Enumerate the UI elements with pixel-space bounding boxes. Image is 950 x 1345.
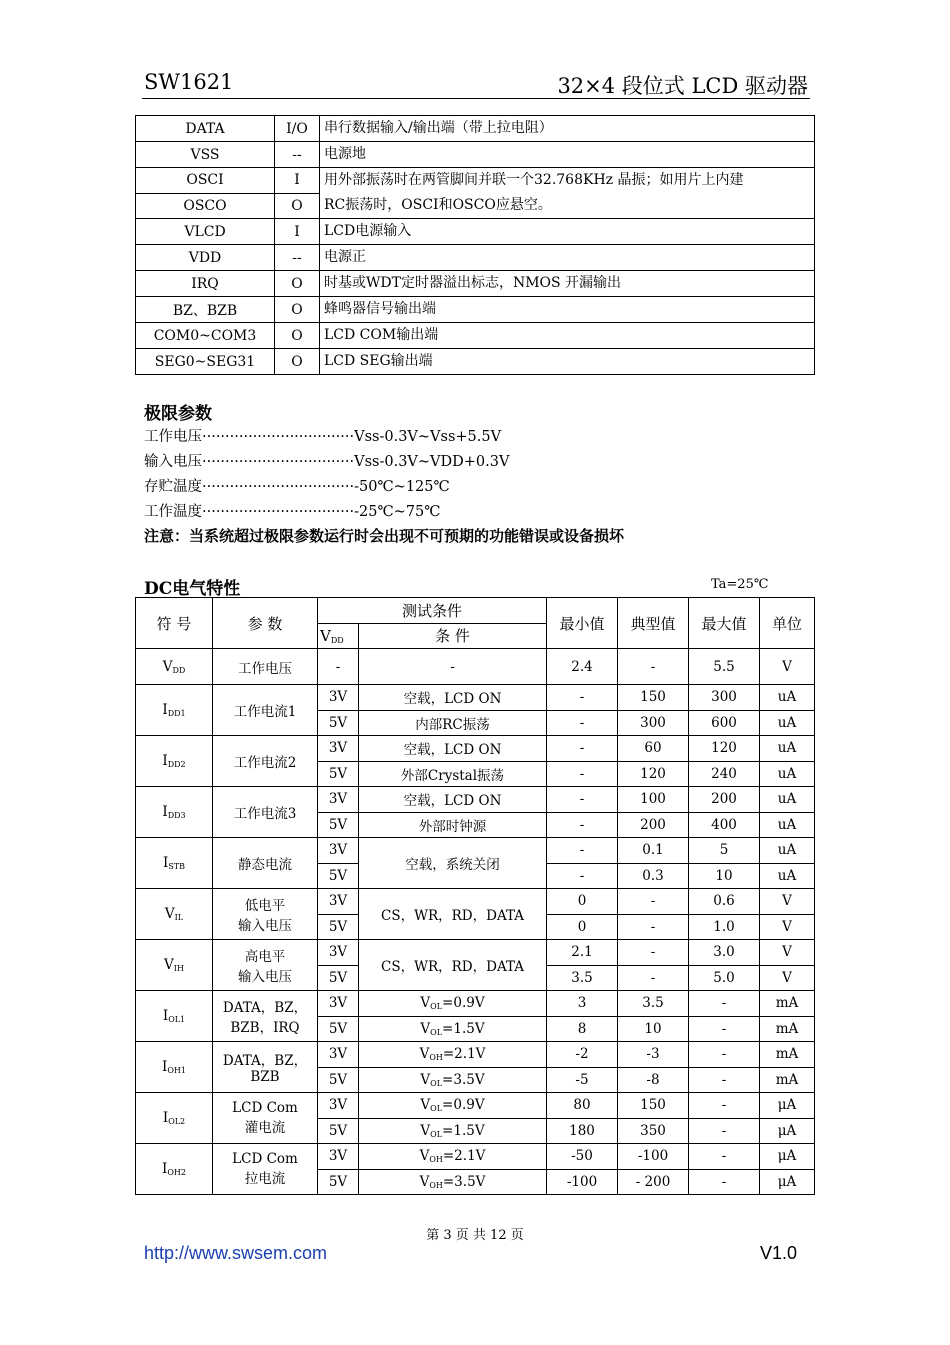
dc-min: -50 xyxy=(547,1144,618,1170)
dc-vdd: 5V xyxy=(318,914,359,940)
dc-h-cond: 测试条件 xyxy=(318,598,547,624)
pin-row xyxy=(136,349,815,375)
dc-title: DC电气特性 xyxy=(144,579,241,599)
pin-name: VLCD xyxy=(136,219,275,245)
dc-min: 0 xyxy=(547,914,618,940)
dc-max: - xyxy=(689,1118,760,1144)
dc-unit: V xyxy=(760,649,815,685)
dc-h-unit: 单位 xyxy=(760,598,815,649)
pin-name: IRQ xyxy=(136,271,275,297)
pin-desc xyxy=(320,168,815,219)
dc-cond: - xyxy=(359,649,547,685)
dc-typ: 0.3 xyxy=(618,863,689,889)
dc-unit: V xyxy=(760,965,815,991)
dc-unit: uA xyxy=(760,761,815,787)
dc-vdd: 3V xyxy=(318,838,359,864)
dc-unit: uA xyxy=(760,710,815,736)
pin-row xyxy=(136,245,815,271)
pin-description-table xyxy=(135,115,815,375)
dc-max: - xyxy=(689,1169,760,1195)
dc-max: 600 xyxy=(689,710,760,736)
website-link[interactable]: http://www.swsem.com xyxy=(144,1243,328,1263)
dc-vdd: 3V xyxy=(318,1144,359,1170)
pin-row xyxy=(136,142,815,168)
dc-param xyxy=(213,991,318,1042)
dc-param xyxy=(213,787,318,838)
pin-io: O xyxy=(275,323,320,349)
dc-param-line: 工作电流3 xyxy=(233,806,297,822)
pin-desc-line: RC振荡时，OSCI和OSCO应悬空。 xyxy=(324,197,552,213)
dc-unit: mA xyxy=(760,991,815,1017)
dc-max: 5.0 xyxy=(689,965,760,991)
dc-param-line: 拉电流 xyxy=(244,1171,286,1187)
dc-unit: μA xyxy=(760,1118,815,1144)
dc-param xyxy=(213,1093,318,1144)
dc-max: - xyxy=(689,1067,760,1093)
dc-row xyxy=(136,940,815,966)
pin-row xyxy=(136,116,815,142)
pin-io: O xyxy=(275,297,320,323)
pin-name: BZ、BZB xyxy=(136,297,275,323)
dc-unit: uA xyxy=(760,838,815,864)
dc-vdd: 3V xyxy=(318,889,359,915)
dc-typ: - 200 xyxy=(618,1169,689,1195)
pin-name: SEG0~SEG31 xyxy=(136,349,275,375)
pin-row xyxy=(136,271,815,297)
dc-vdd: 3V xyxy=(318,736,359,762)
dc-typ: 200 xyxy=(618,812,689,838)
dc-symbol: $V_{DD}$ xyxy=(136,649,213,685)
pin-desc: 电源地 xyxy=(320,142,815,168)
dc-typ: 3.5 xyxy=(618,991,689,1017)
dc-param xyxy=(213,889,318,940)
limit-dots: ································· xyxy=(202,479,355,495)
dc-vdd: 3V xyxy=(318,940,359,966)
dc-max: 10 xyxy=(689,863,760,889)
limit-dots: ································· xyxy=(202,504,355,520)
pin-io: -- xyxy=(275,142,320,168)
dc-min: - xyxy=(547,812,618,838)
dc-typ: 0.1 xyxy=(618,838,689,864)
dc-min: -100 xyxy=(547,1169,618,1195)
dc-min: 0 xyxy=(547,889,618,915)
pin-row xyxy=(136,219,815,245)
dc-cond: CS，WR，RD，DATA xyxy=(359,940,547,991)
dc-row xyxy=(136,685,815,711)
dc-min: 80 xyxy=(547,1093,618,1119)
dc-typ: - xyxy=(618,889,689,915)
dc-cond: 外部Crystal振荡 xyxy=(359,761,547,787)
dc-unit: uA xyxy=(760,812,815,838)
pin-name: OSCI xyxy=(136,168,275,194)
dc-vdd: 5V xyxy=(318,965,359,991)
dc-unit: uA xyxy=(760,863,815,889)
dc-typ: -3 xyxy=(618,1042,689,1068)
dc-max: - xyxy=(689,1093,760,1119)
dc-unit: V xyxy=(760,940,815,966)
dc-typ: -8 xyxy=(618,1067,689,1093)
dc-typ: 350 xyxy=(618,1118,689,1144)
dc-unit: mA xyxy=(760,1016,815,1042)
version-label: V1.0 xyxy=(759,1243,797,1263)
dc-param-line: BZB xyxy=(250,1069,280,1085)
dc-max: 0.6 xyxy=(689,889,760,915)
dc-typ: 120 xyxy=(618,761,689,787)
pin-desc: LCD COM输出端 xyxy=(320,323,815,349)
dc-h-min: 最小值 xyxy=(547,598,618,649)
dc-param-line: 低电平 xyxy=(244,898,286,914)
limit-label: 存贮温度 xyxy=(144,479,202,495)
dc-cond: CS，WR，RD，DATA xyxy=(359,889,547,940)
dc-unit: V xyxy=(760,889,815,915)
pin-io: O xyxy=(275,271,320,297)
limit-dots: ································· xyxy=(202,454,355,470)
pin-name: COM0~COM3 xyxy=(136,323,275,349)
dc-vdd: 5V xyxy=(318,1067,359,1093)
dc-cond: $V_{OL}=3.5V$ xyxy=(359,1067,547,1093)
pin-name: DATA xyxy=(136,116,275,142)
dc-param-line: 静态电流 xyxy=(238,857,292,873)
dc-param xyxy=(213,685,318,736)
dc-min: - xyxy=(547,863,618,889)
dc-vdd: 3V xyxy=(318,685,359,711)
dc-vdd: 5V xyxy=(318,812,359,838)
dc-param xyxy=(213,736,318,787)
dc-typ: - xyxy=(618,914,689,940)
limit-label: 工作温度 xyxy=(144,504,202,520)
dc-param-line: 工作电流1 xyxy=(233,704,297,720)
dc-cond: $V_{OL}=0.9V$ xyxy=(359,1093,547,1119)
dc-typ: - xyxy=(618,649,689,685)
dc-min: - xyxy=(547,736,618,762)
dc-row xyxy=(136,889,815,915)
pin-row xyxy=(136,323,815,349)
dc-unit: V xyxy=(760,914,815,940)
dc-symbol: $I_{OL2}$ xyxy=(136,1093,213,1144)
dc-unit: uA xyxy=(760,736,815,762)
dc-min: -5 xyxy=(547,1067,618,1093)
dc-vdd: 5V xyxy=(318,1169,359,1195)
dc-vdd: 5V xyxy=(318,1118,359,1144)
dc-unit: mA xyxy=(760,1067,815,1093)
limit-label: 输入电压 xyxy=(144,454,202,470)
dc-min: 8 xyxy=(547,1016,618,1042)
limit-item xyxy=(144,500,441,521)
dc-cond: 外部时钟源 xyxy=(359,812,547,838)
dc-symbol: $I_{OH2}$ xyxy=(136,1144,213,1195)
pin-row xyxy=(136,168,815,194)
header-title: 32×4 段位式 LCD 驱动器 xyxy=(557,74,808,98)
dc-param-line: DATA，BZ， xyxy=(222,1000,308,1016)
dc-h-param: 参 数 xyxy=(213,598,318,649)
pin-row xyxy=(136,297,815,323)
dc-min: 3.5 xyxy=(547,965,618,991)
header-divider xyxy=(142,98,810,99)
dc-param-line: LCD Com xyxy=(232,1100,298,1116)
dc-h-cond-sub: 条 件 xyxy=(359,623,547,649)
dc-max: 5.5 xyxy=(689,649,760,685)
dc-row xyxy=(136,991,815,1017)
dc-param xyxy=(213,940,318,991)
limits-warning: 注意：当系统超过极限参数运行时会出现不可预期的功能错误或设备损坏 xyxy=(144,527,625,545)
dc-param-line: 工作电流2 xyxy=(233,755,297,771)
dc-characteristics-table xyxy=(135,597,815,1195)
dc-typ: -100 xyxy=(618,1144,689,1170)
dc-cond: 空载，LCD ON xyxy=(359,787,547,813)
dc-symbol: $I_{DD2}$ xyxy=(136,736,213,787)
limit-value: -50℃~125℃ xyxy=(354,479,450,495)
pin-io: O xyxy=(275,193,320,219)
pin-name: OSCO xyxy=(136,193,275,219)
dc-cond: $V_{OL}=0.9V$ xyxy=(359,991,547,1017)
dc-typ: 300 xyxy=(618,710,689,736)
dc-vdd: 5V xyxy=(318,710,359,736)
dc-typ: 150 xyxy=(618,685,689,711)
dc-cond: 空载，LCD ON xyxy=(359,685,547,711)
header-model: SW1621 xyxy=(144,70,234,94)
dc-typ: - xyxy=(618,965,689,991)
dc-min: 2.4 xyxy=(547,649,618,685)
limit-value: Vss-0.3V~VDD+0.3V xyxy=(354,454,510,470)
dc-cond: $V_{OL}=1.5V$ xyxy=(359,1118,547,1144)
pin-io: I xyxy=(275,168,320,194)
dc-max: 400 xyxy=(689,812,760,838)
dc-symbol: $I_{OL1}$ xyxy=(136,991,213,1042)
dc-min: - xyxy=(547,685,618,711)
dc-param-line: DATA，BZ， xyxy=(222,1053,308,1069)
dc-min: - xyxy=(547,710,618,736)
dc-max: 120 xyxy=(689,736,760,762)
dc-max: 300 xyxy=(689,685,760,711)
ambient-temp: Ta=25℃ xyxy=(711,577,769,592)
limit-item xyxy=(144,425,501,446)
dc-unit: uA xyxy=(760,787,815,813)
dc-param xyxy=(213,1144,318,1195)
dc-cond: $V_{OH}=2.1V$ xyxy=(359,1042,547,1068)
dc-unit: μA xyxy=(760,1169,815,1195)
dc-cond: 空载，LCD ON xyxy=(359,736,547,762)
pin-desc: 时基或WDT定时器溢出标志，NMOS 开漏输出 xyxy=(320,271,815,297)
limit-item xyxy=(144,450,509,471)
dc-vdd: 5V xyxy=(318,1016,359,1042)
dc-h-vdd: $V_{DD}$ xyxy=(318,623,359,649)
dc-cond: 内部RC振荡 xyxy=(359,710,547,736)
dc-symbol: $I_{OH1}$ xyxy=(136,1042,213,1093)
dc-row xyxy=(136,649,815,685)
dc-max: - xyxy=(689,1016,760,1042)
pin-io: O xyxy=(275,349,320,375)
dc-min: -2 xyxy=(547,1042,618,1068)
pin-name: VSS xyxy=(136,142,275,168)
pin-io: I xyxy=(275,219,320,245)
dc-min: - xyxy=(547,838,618,864)
pin-desc: 蜂鸣器信号输出端 xyxy=(320,297,815,323)
dc-vdd: 3V xyxy=(318,1042,359,1068)
dc-unit: uA xyxy=(760,685,815,711)
dc-symbol: $V_{IH}$ xyxy=(136,940,213,991)
limit-label: 工作电压 xyxy=(144,429,202,445)
dc-typ: 10 xyxy=(618,1016,689,1042)
pin-io: -- xyxy=(275,245,320,271)
dc-min: 2.1 xyxy=(547,940,618,966)
dc-max: 200 xyxy=(689,787,760,813)
dc-max: 3.0 xyxy=(689,940,760,966)
dc-max: - xyxy=(689,991,760,1017)
dc-param: 工作电压 xyxy=(213,649,318,685)
dc-vdd: - xyxy=(318,649,359,685)
pin-name: VDD xyxy=(136,245,275,271)
dc-row xyxy=(136,1042,815,1068)
dc-vdd: 5V xyxy=(318,863,359,889)
pin-io: I/O xyxy=(275,116,320,142)
dc-header-row xyxy=(136,598,815,624)
pin-desc: LCD SEG输出端 xyxy=(320,349,815,375)
dc-h-typ: 典型值 xyxy=(618,598,689,649)
dc-max: - xyxy=(689,1042,760,1068)
dc-min: 3 xyxy=(547,991,618,1017)
dc-param-line: 高电平 xyxy=(244,949,286,965)
dc-vdd: 3V xyxy=(318,1093,359,1119)
limit-value: -25℃~75℃ xyxy=(354,504,441,520)
dc-h-max: 最大值 xyxy=(689,598,760,649)
dc-row xyxy=(136,736,815,762)
dc-cond: $V_{OL}=1.5V$ xyxy=(359,1016,547,1042)
pin-desc-line: 用外部振荡时在两管脚间并联一个32.768KHz 晶振；如用片上内建 xyxy=(324,172,744,188)
dc-typ: - xyxy=(618,940,689,966)
dc-param xyxy=(213,838,318,889)
dc-row xyxy=(136,838,815,864)
dc-param-line: 输入电压 xyxy=(238,969,292,985)
dc-row xyxy=(136,787,815,813)
dc-cond: $V_{OH}=3.5V$ xyxy=(359,1169,547,1195)
dc-min: - xyxy=(547,787,618,813)
dc-unit: mA xyxy=(760,1042,815,1068)
dc-row xyxy=(136,1093,815,1119)
dc-param-line: LCD Com xyxy=(232,1151,298,1167)
dc-vdd: 5V xyxy=(318,761,359,787)
dc-vdd: 3V xyxy=(318,787,359,813)
pin-desc: 电源正 xyxy=(320,245,815,271)
dc-max: - xyxy=(689,1144,760,1170)
dc-param xyxy=(213,1042,318,1093)
dc-typ: 60 xyxy=(618,736,689,762)
dc-cond: 空载，系统关闭 xyxy=(359,838,547,889)
dc-symbol: $I_{DD1}$ xyxy=(136,685,213,736)
limit-dots: ································· xyxy=(202,429,355,445)
dc-typ: 100 xyxy=(618,787,689,813)
pin-desc: LCD电源输入 xyxy=(320,219,815,245)
dc-symbol: $V_{IL}$ xyxy=(136,889,213,940)
dc-symbol: $I_{DD3}$ xyxy=(136,787,213,838)
dc-param-line: 灌电流 xyxy=(244,1120,286,1136)
dc-typ: 150 xyxy=(618,1093,689,1119)
dc-h-symbol: 符 号 xyxy=(136,598,213,649)
dc-vdd: 3V xyxy=(318,991,359,1017)
dc-unit: μA xyxy=(760,1144,815,1170)
limit-value: Vss-0.3V~Vss+5.5V xyxy=(354,429,502,445)
dc-max: 5 xyxy=(689,838,760,864)
dc-unit: μA xyxy=(760,1093,815,1119)
dc-max: 240 xyxy=(689,761,760,787)
dc-min: 180 xyxy=(547,1118,618,1144)
dc-max: 1.0 xyxy=(689,914,760,940)
dc-min: - xyxy=(547,761,618,787)
dc-param-line: BZB，IRQ xyxy=(230,1020,300,1036)
dc-row xyxy=(136,1144,815,1170)
dc-param-line: 输入电压 xyxy=(238,918,292,934)
dc-symbol: $I_{STB}$ xyxy=(136,838,213,889)
limit-item xyxy=(144,475,450,496)
pin-desc: 串行数据输入/输出端（带上拉电阻） xyxy=(320,116,815,142)
limits-title: 极限参数 xyxy=(144,404,212,424)
dc-cond: $V_{OH}=2.1V$ xyxy=(359,1144,547,1170)
page-number: 第 3 页 共 12 页 xyxy=(426,1228,524,1243)
